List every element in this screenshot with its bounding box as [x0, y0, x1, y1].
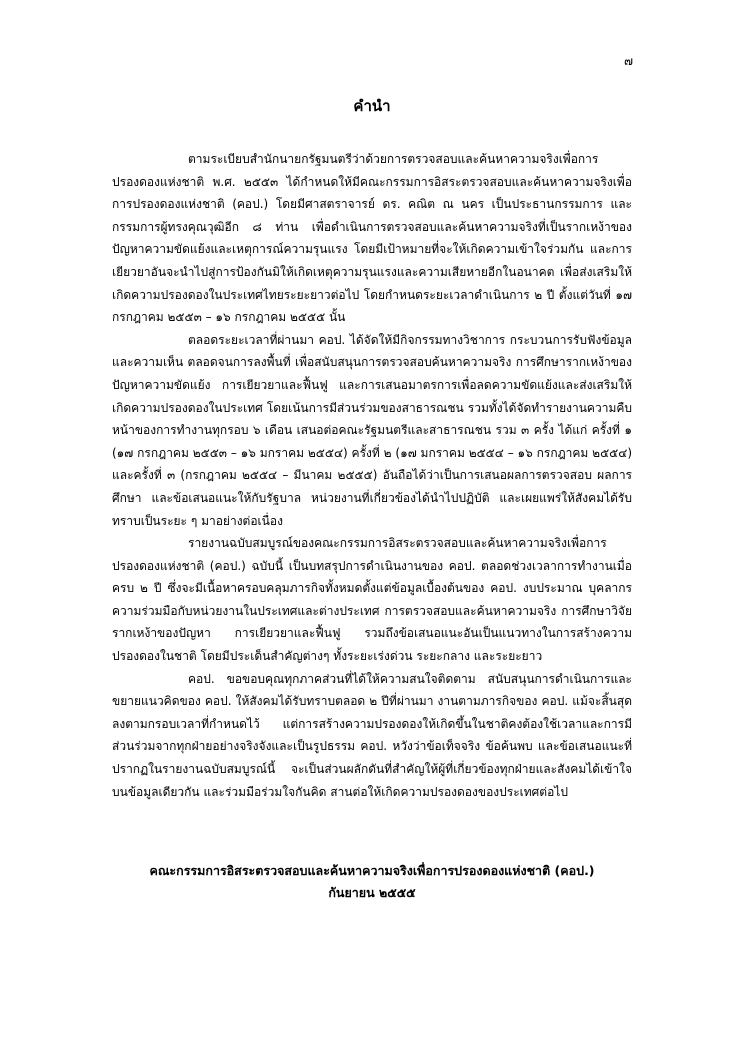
paragraph-intro: ตามระเบียบสำนักนายกรัฐมนตรีว่าด้วยการตรวจสอบและค้นหาความจริงเพื่อการปรองดองแห่งชาติ พ.ศ. ๒๕๕๓ ได้กำหนดให้มีคณะกรรมการอิสระตรวจสอบและค้นหาความจริงเพื่อการปรองดองแห่งชาติ (คอป.) โดยมีศาสตราจารย์ ดร. คณิต ณ นคร เป็นประธานกรรมการ และกรรมการผู้ทรงคุณวุฒิอีก ๘ ท่าน เพื่อดำเนินการตรวจสอบและค้นหาความจริงที่เป็นรากเหง้าของปัญหาความขัดแย้งและเหตุการณ์ความรุนแรง โดยมีเป้าหมายที่จะให้เกิดความเข้าใจร่วมกัน และการเยียวยาอันจะนำไปสู่การป้องกันมิให้เกิดเหตุความรุนแรงและความเสียหายอีกในอนาคต เพื่อส่งเสริมให้เกิดความปรองดองในประเทศไทยระยะยาวต่อไป โดยกำหนดระยะเวลาดำเนินการ ๒ ปี ตั้งแต่วันที่ ๑๗ กรกฎาคม ๒๕๕๓ – ๑๖ กรกฎาคม ๒๕๕๕ นั้น — [112, 152, 632, 325]
signature-block — [112, 860, 632, 904]
page-number: ๗ — [623, 54, 633, 68]
page-title: คำนำ — [353, 97, 391, 115]
paragraph-final-report: รายงานฉบับสมบูรณ์ของคณะกรรมการอิสระตรวจสอบและค้นหาความจริงเพื่อการปรองดองแห่งชาติ (คอป.) ฉบับนี้ เป็นบทสรุปการดำเนินงานของ คอป. ตลอดช่วงเวลาการทำงานเมื่อครบ ๒ ปี ซึ่งจะมีเนื้อหาครอบคลุมภารกิจทั้งหมดตั้งแต่ข้อมูลเบื้องต้นของ คอป. งบประมาณ บุคลากร ความร่วมมือกับหน่วยงานในประเทศและต่างประเทศ การตรวจสอบและค้นหาความจริง การศึกษาวิจัยรากเหง้าของปัญหา การเยียวยาและฟื้นฟู รวมถึงข้อเสนอแนะอันเป็นแนวทางในการสร้างความปรองดองในชาติ โดยมีประเด็นสำคัญต่างๆ ทั้งระยะเร่งด่วน ระยะกลาง และระยะยาว — [112, 536, 632, 664]
paragraph-acknowledgement: คอป. ขอขอบคุณทุกภาคส่วนที่ได้ให้ความสนใจติดตาม สนับสนุนการดำเนินการและขยายแนวคิดของ คอป. ให้สังคมได้รับทราบตลอด ๒ ปีที่ผ่านมา งานตามภารกิจของ คอป. แม้จะสิ้นสุดลงตามกรอบเวลาที่กำหนดไว้ แต่การสร้างความปรองดองให้เกิดขึ้นในชาติคงต้องใช้เวลาและการมีส่วนร่วมจากทุกฝ่ายอย่างจริงจังและเป็นรูปธรรม คอป. หวังว่าข้อเท็จจริง ข้อค้นพบ และข้อเสนอแนะที่ปรากฏในรายงานฉบับสมบูรณ์นี้ จะเป็นส่วนผลักดันที่สำคัญให้ผู้ที่เกี่ยวข้องทุกฝ่ายและสังคมได้เข้าใจบนข้อมูลเดียวกัน และร่วมมือร่วมใจกันคิด สานต่อให้เกิดความปรองดองของประเทศต่อไป — [112, 671, 632, 799]
signature-date: กันยายน ๒๕๕๕ — [328, 885, 416, 900]
paragraph-activities: ตลอดระยะเวลาที่ผ่านมา คอป. ได้จัดให้มีกิจกรรมทางวิชาการ กระบวนการรับฟังข้อมูลและความเห็น ตลอดจนการลงพื้นที่ เพื่อสนับสนุนการตรวจสอบค้นหาความจริง การศึกษารากเหง้าของปัญหาความขัดแย้ง การเยียวยาและฟื้นฟู และการเสนอมาตรการเพื่อลดความขัดแย้งและส่งเสริมให้เกิดความปรองดองในประเทศ โดยเน้นการมีส่วนร่วมของสาธารณชน รวมทั้งได้จัดทำรายงานความคืบหน้าของการทำงานทุกรอบ ๖ เดือน เสนอต่อคณะรัฐมนตรีและสาธารณชน รวม ๓ ครั้ง ได้แก่ ครั้งที่ ๑ (๑๗ กรกฎาคม ๒๕๕๓ – ๑๖ มกราคม ๒๕๕๔) ครั้งที่ ๒ (๑๗ มกราคม ๒๕๕๔ – ๑๖ กรกฎาคม ๒๕๕๔) และครั้งที่ ๓ (กรกฎาคม ๒๕๕๔ – มีนาคม ๒๕๕๕) อันถือได้ว่าเป็นการเสนอผลการตรวจสอบ ผลการศึกษา และข้อเสนอแนะให้กับรัฐบาล หน่วยงานที่เกี่ยวข้องได้นำไปปฏิบัติ และเผยแพร่ให้สังคมได้รับทราบเป็นระยะ ๆ มาอย่างต่อเนื่อง — [112, 332, 632, 528]
document-body — [112, 148, 632, 803]
signature-organization: คณะกรรมการอิสระตรวจสอบและค้นหาความจริงเพื่อการปรองดองแห่งชาติ (คอป.) — [149, 863, 595, 878]
